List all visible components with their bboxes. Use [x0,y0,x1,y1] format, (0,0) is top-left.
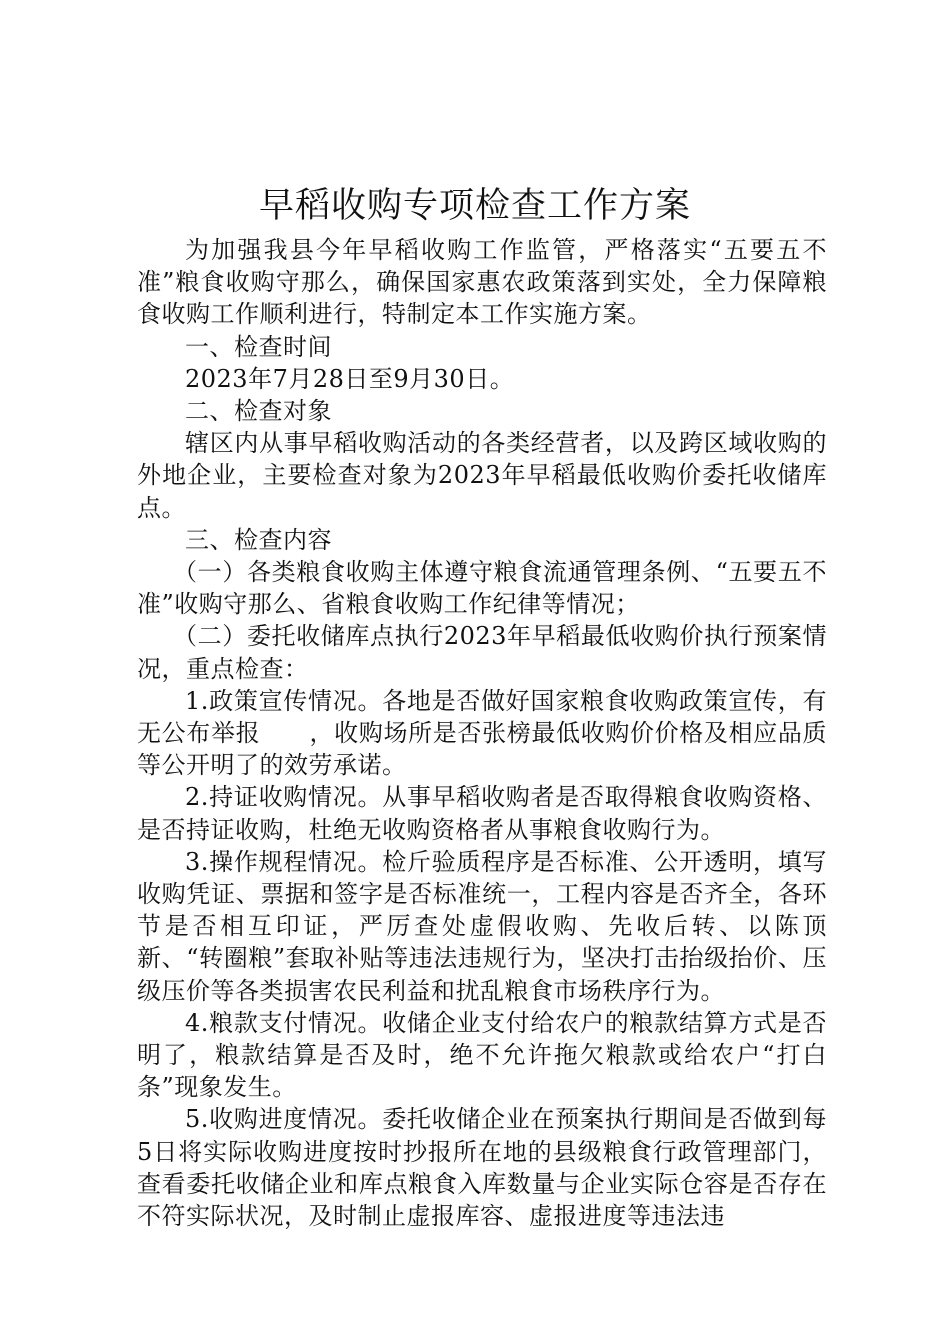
paragraph-content-1: （一）各类粮食收购主体遵守粮食流通管理条例、“五要五不准”收购守那么、省粮食收购工作纪律等情况； [137,558,827,619]
section-heading-targets: 二、检查对象 [185,397,332,426]
paragraph-item-4: 4.粮款支付情况。收储企业支付给农户的粮款结算方式是否明了，粮款结算是否及时，绝不允许拖欠粮款或给农户“打白条”现象发生。 [137,1008,827,1102]
paragraph-item-1: 1.政策宣传情况。各地是否做好国家粮食收购政策宣传，有无公布举报 ，收购场所是否张榜最低收购价价格及相应品质等公开明了的效劳承诺。 [137,686,827,780]
section-heading-content: 三、检查内容 [185,525,332,554]
section-heading-time: 一、检查时间 [185,332,332,361]
paragraph-targets: 辖区内从事早稻收购活动的各类经营者，以及跨区域收购的外地企业，主要检查对象为2023年早稻最低收购价委托收储库点。 [137,429,827,522]
document-title: 早稻收购专项检查工作方案 [258,186,691,226]
paragraph-item-3: 3.操作规程情况。检斤验质程序是否标准、公开透明，填写收购凭证、票据和签字是否标准统一，工程内容是否齐全，各环节是否相互印证，严厉查处虚假收购、先收后转、以陈顶新、“转圈粮”套取补贴等违法违规行为，坚决打击抬级抬价、压级压价等各类损害农民利益和扰乱粮食市场秩序行为。 [137,847,827,1005]
paragraph-intro: 为加强我县今年早稻收购工作监管，严格落实“五要五不准”粮食收购守那么，确保国家惠农政策落到实处，全力保障粮食收购工作顺利进行，特制定本工作实施方案。 [137,236,827,329]
paragraph-content-2: （二）委托收储库点执行2023年早稻最低收购价执行预案情况，重点检查： [137,622,827,683]
document-body [137,234,827,1232]
paragraph-time: 2023年7月28日至9月30日。 [185,364,515,393]
paragraph-item-2: 2.持证收购情况。从事早稻收购者是否取得粮食收购资格、是否持证收购，杜绝无收购资格者从事粮食收购行为。 [137,783,827,844]
paragraph-item-5: 5.收购进度情况。委托收储企业在预案执行期间是否做到每5日将实际收购进度按时抄报所在地的县级粮食行政管理部门，查看委托收储企业和库点粮食入库数量与企业实际仓容是否存在不符实际状况，及时制止虚报库容、虚报进度等违法违 [137,1105,827,1231]
